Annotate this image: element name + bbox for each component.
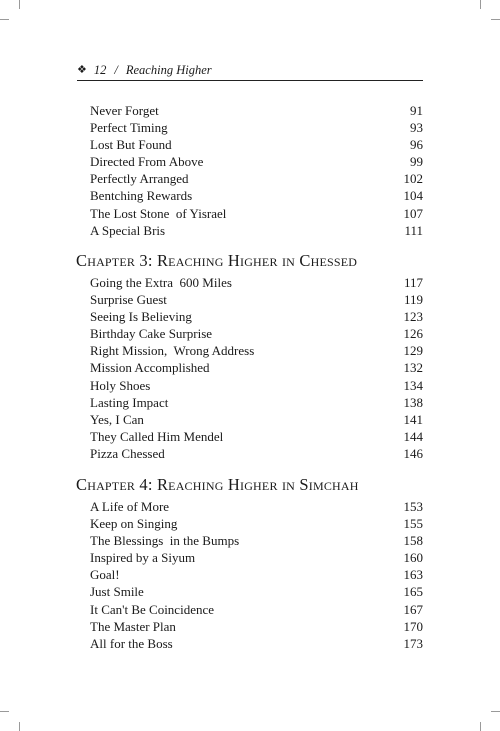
entry-page: 126 [403,326,423,342]
entry-title: Pizza Chessed [90,445,165,461]
toc-entry[interactable] [90,136,423,153]
entry-page: 91 [410,103,423,118]
crop-mark [19,722,20,731]
entry-page: 93 [410,120,423,136]
entry-title: They Called Him Mendel [90,428,224,444]
entry-page: 132 [403,360,423,376]
entry-page: 144 [403,428,423,444]
toc-entry[interactable] [90,102,423,119]
crop-mark [491,19,500,20]
entry-title: Directed From Above [90,154,204,170]
toc-entry[interactable] [90,187,423,204]
entry-page: 129 [403,343,423,359]
toc-section-continued [90,102,423,239]
entry-page: 96 [410,137,423,153]
entry-title: The Lost Stone of Yisrael [90,205,227,221]
toc-entry[interactable] [90,566,423,583]
entry-page: 138 [403,394,423,410]
toc-entry[interactable] [90,428,423,445]
crop-mark [0,19,9,20]
toc-entry[interactable] [90,498,423,515]
entry-title: Lost But Found [90,137,172,153]
entry-page: 111 [404,222,423,238]
entry-title: Holy Shoes [90,377,151,393]
toc-entry[interactable] [90,205,423,222]
entry-page: 99 [410,154,423,170]
entry-title: Lasting Impact [90,394,169,410]
chapter-heading: Chapter 3: Reaching Higher in Chessed [76,251,358,270]
entry-page: 117 [403,275,423,290]
entry-title: Bentching Rewards [90,188,193,204]
crop-mark [480,722,481,731]
crop-mark [19,0,20,9]
toc-entry[interactable] [90,411,423,428]
entry-title: The Blessings in the Bumps [90,533,240,549]
toc-entry[interactable] [90,549,423,566]
entry-title: All for the Boss [90,635,173,651]
entry-page: 155 [403,516,423,532]
chapter-heading: Chapter 4: Reaching Higher in Simchah [76,475,359,494]
entry-title: A Life of More [90,499,170,514]
entry-page: 160 [403,550,423,566]
toc-entry[interactable] [90,308,423,325]
toc-entry[interactable] [90,618,423,635]
entry-title: Just Smile [90,584,144,600]
entry-page: 141 [403,411,423,427]
toc-entry[interactable] [90,445,423,462]
entry-title: It Can't Be Coincidence [90,601,215,617]
entry-page: 146 [403,445,423,461]
entry-title: Right Mission, Wrong Address [90,343,255,359]
toc-entry[interactable] [90,119,423,136]
toc-entry[interactable] [90,325,423,342]
toc-entry[interactable] [90,274,423,291]
entry-page: 173 [403,635,423,651]
entry-title: Goal! [90,567,120,583]
entry-title: Never Forget [90,103,159,118]
entry-page: 119 [403,292,423,308]
entry-page: 134 [403,377,423,393]
toc-section-chapter-4 [90,498,423,652]
entry-title: Yes, I Can [90,411,144,427]
header-separator: / [114,63,118,77]
entry-title: Birthday Cake Surprise [90,326,213,342]
toc-entry[interactable] [90,342,423,359]
entry-page: 163 [403,567,423,583]
toc-entry[interactable] [90,170,423,187]
toc-entry[interactable] [90,291,423,308]
crop-mark [491,711,500,712]
book-title: Reaching Higher [125,63,212,77]
toc-section-chapter-3 [90,274,423,462]
entry-page: 102 [403,171,423,187]
entry-title: Surprise Guest [90,292,167,308]
entry-page: 104 [403,188,423,204]
toc-entry[interactable] [90,532,423,549]
entry-title: Going the Extra 600 Miles [90,275,232,290]
entry-title: A Special Bris [90,222,166,238]
toc-entry[interactable] [90,153,423,170]
entry-page: 158 [403,533,423,549]
entry-title: The Master Plan [90,618,176,634]
crop-mark [480,0,481,9]
running-header [77,63,423,81]
toc-entry[interactable] [90,583,423,600]
toc-entry[interactable] [90,359,423,376]
entry-page: 167 [403,601,423,617]
crop-mark [0,711,9,712]
toc-entry[interactable] [90,394,423,411]
toc-entry[interactable] [90,601,423,618]
ornament-icon: ❖ [77,64,87,76]
entry-page: 123 [403,309,423,325]
entry-title: Mission Accomplished [90,360,210,376]
entry-title: Perfectly Arranged [90,171,189,187]
entry-page: 153 [403,499,423,514]
entry-page: 170 [403,618,423,634]
toc-entry[interactable] [90,377,423,394]
page-number: 12 [93,63,107,77]
toc-entry[interactable] [90,635,423,652]
entry-page: 165 [403,584,423,600]
entry-title: Seeing Is Believing [90,309,192,325]
entry-title: Inspired by a Siyum [90,550,196,566]
entry-title: Perfect Timing [90,120,168,136]
toc-entry[interactable] [90,515,423,532]
entry-title: Keep on Singing [90,516,178,532]
entry-page: 107 [403,205,423,221]
toc-entry[interactable] [90,222,423,239]
